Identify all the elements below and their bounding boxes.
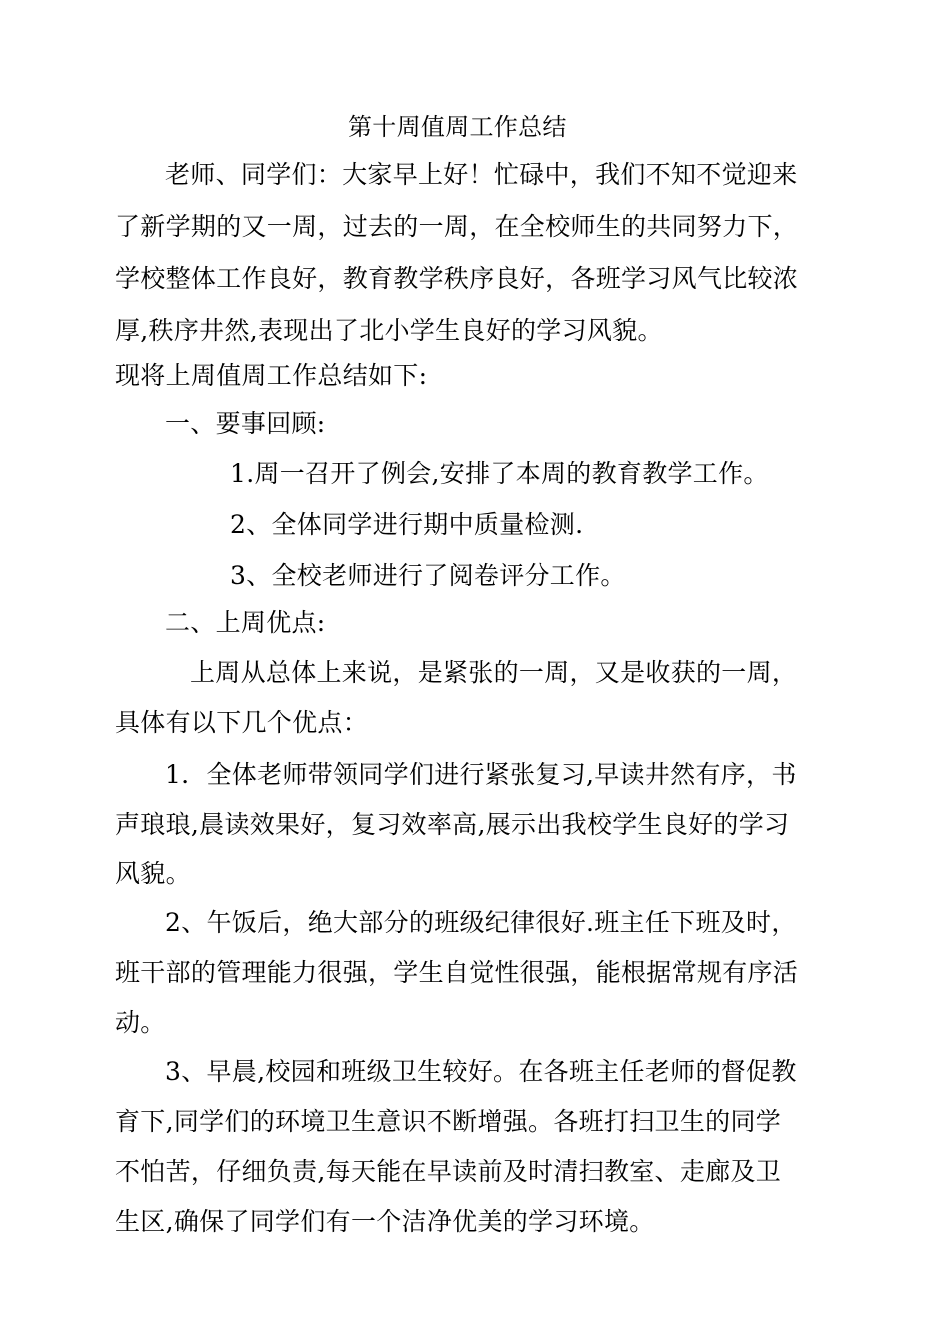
section-heading: 二、上周优点: (165, 608, 326, 637)
point-line: 动。 (115, 1008, 166, 1037)
point-line: 2、午饭后，绝大部分的班级纪律很好.班主任下班及时， (165, 908, 797, 937)
section-heading: 一、要事回顾: (165, 409, 326, 438)
intro-line: 厚,秩序井然,表现出了北小学生良好的学习风貌。 (115, 316, 663, 345)
point-line: 班干部的管理能力很强，学生自觉性很强，能根据常规有序活 (115, 958, 799, 987)
point-line: 3、早晨,校园和班级卫生较好。在各班主任老师的督促教 (165, 1057, 797, 1086)
section-lead-line: 具体有以下几个优点： (115, 708, 369, 737)
point-line: 1．全体老师带领同学们进行紧张复习,早读井然有序，书 (165, 760, 797, 789)
intro-line: 老师、同学们：大家早上好！忙碌中，我们不知不觉迎来 (165, 160, 798, 189)
list-item: 2、全体同学进行期中质量检测. (230, 510, 584, 539)
summary-lead: 现将上周值周工作总结如下: (115, 361, 428, 390)
intro-line: 学校整体工作良好，教育教学秩序良好，各班学习风气比较浓 (115, 264, 799, 293)
list-item: 1.周一召开了例会,安排了本周的教育教学工作。 (230, 459, 769, 488)
point-line: 声琅琅,晨读效果好，复习效率高,展示出我校学生良好的学习 (115, 810, 790, 839)
point-line: 生区,确保了同学们有一个洁净优美的学习环境。 (115, 1207, 655, 1236)
point-line: 育下,同学们的环境卫生意识不断增强。各班打扫卫生的同学 (115, 1107, 782, 1136)
document-title: 第十周值周工作总结 (348, 113, 567, 141)
intro-line: 了新学期的又一周，过去的一周，在全校师生的共同努力下， (115, 212, 799, 241)
section-lead-line: 上周从总体上来说，是紧张的一周，又是收获的一周， (190, 658, 798, 687)
point-line: 风貌。 (115, 859, 191, 888)
list-item: 3、全校老师进行了阅卷评分工作。 (230, 561, 626, 590)
point-line: 不怕苦，仔细负责,每天能在早读前及时清扫教室、走廊及卫 (115, 1157, 782, 1186)
